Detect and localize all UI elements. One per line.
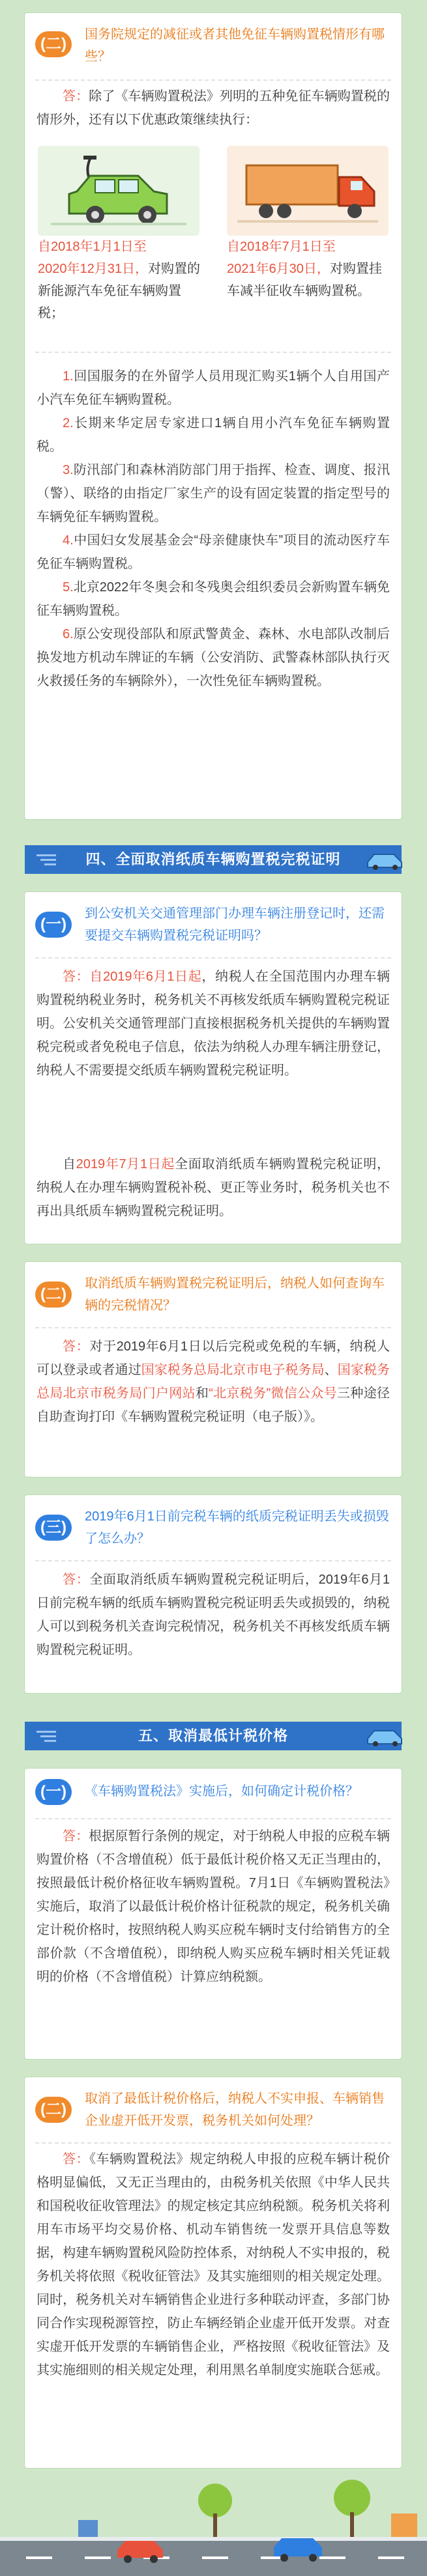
truck-period-c: 对购置挂车减半征收车辆购置税。 [227,262,382,298]
question-text: 国务院规定的减征或者其他免征车辆购置税情形有哪些？ [85,27,385,64]
divider [35,352,391,353]
answer-label: 答： [63,1573,90,1587]
answer-text: 根据原暂行条例的规定，对于纳税人申报的应税车辆购置价格（不含增值税）低于最低计税价格又无正当理由的，按照最低计税价格征收车辆购置税。7月1日《车辆购置税法》实施后，取消了以最低计税价格计征税款的规定，税务机关确定计税价格时，按照纳税人购买应税车辆时支付给销售方的全部价款（不含增值税），即纳税人购买应税车辆时相关凭证载明的价格（不含增值税）计算应纳税额。 [37,1829,390,1984]
question-text: 取消纸质车辆购置税完税证明后，纳税人如何查询车辆的完税情况？ [85,1276,385,1313]
list-item-number: 3. [63,463,74,477]
question-row [35,2088,392,2135]
answer-paragraph [37,1153,390,1223]
list-item-number: 5. [63,580,74,595]
question-row [35,903,392,949]
ev-period-c: 对购置的新能源汽车免征车辆购置税； [38,262,200,320]
list-item [37,623,390,693]
list-item-number: 2. [63,416,74,430]
list-item-number: 4. [63,533,74,548]
car-icon [365,1726,405,1746]
answer-paragraph [37,1335,390,1429]
answer-text: 全面取消纸质车辆购置税完税证明后，2019年6月1日前完税车辆的纸质车辆购置税完税证明丢失或损毁的，纳税人可以到税务机关查询完税情况，税务机关不再核发纸质车辆购置税完税证明。 [37,1573,390,1657]
answer-prefix: 自 [63,1157,76,1171]
list-item [37,412,390,458]
question-card [25,892,402,1244]
truck-illustration [227,146,389,236]
divider [35,1818,391,1819]
link-portal-site[interactable]: 国家税务总局北京市税务局门户网站 [37,1363,390,1401]
divider [35,957,391,959]
answer-text: 全面取消纸质车辆购置税完税证明，纳税人在办理车辆购置税补税、更正等业务时，税务机关也不再出具纸质车辆购置税完税证明。 [37,1157,390,1218]
question-card [25,2077,402,2468]
section-title: 五、取消最低计税价格 [138,1728,288,1744]
list-item-number: 6. [63,627,74,641]
answer-label: 答： [63,970,90,984]
answer-paragraph [37,2148,390,2382]
answer-paragraph [37,965,390,1082]
list-item [37,529,390,576]
link-e-tax-bureau[interactable]: 国家税务总局北京市电子税务局 [141,1363,325,1377]
question-text: 《车辆购置税法》实施后，如何确定计税价格？ [85,1784,359,1799]
answer-date: 2019年7月1日起 [76,1157,175,1171]
truck-policy-text [227,236,390,302]
section-header [25,1722,402,1750]
section-title: 四、全面取消纸质车辆购置税完税证明 [85,851,341,867]
exemption-list [37,365,390,693]
question-number-badge: (一) [35,1779,72,1805]
ev-period-b: 2020年12月31日， [38,262,148,276]
speed-lines-icon [37,853,56,866]
answer-text: ，纳税人在全国范围内办理车辆购置税纳税业务时，税务机关不再核发纸质车辆购置税完税证明。公安机关交通管理部门直接根据税务机关提供的车辆购置税完税或者免税电子信息，依法为纳税人办理车辆注册登记，纳税人不需要提交纸质车辆购置税完税证明。 [37,970,390,1078]
electric-car-icon [38,146,199,236]
question-card [25,1262,402,1477]
answer-label: 答： [63,89,89,104]
question-text: 取消了最低计税价格后，纳税人不实申报、车辆销售企业虚开低开发票，税务机关如何处理？ [85,2092,385,2128]
divider [35,1327,391,1328]
question-row [35,1505,392,1552]
list-item [37,576,390,623]
car-icon [365,849,405,870]
answer-paragraph [37,1568,390,1662]
question-text: 到公安机关交通管理部门办理车辆注册登记时，还需要提交车辆购置税完税证明吗？ [85,906,385,943]
question-number-badge: (二) [35,1281,72,1308]
question-row [35,1779,392,1813]
divider [35,1560,391,1561]
list-item-number: 1. [63,369,74,384]
question-card [25,1495,402,1693]
question-number-badge: (二) [35,31,72,57]
list-item-text: 回国服务的在外留学人员用现汇购买1辆个人自用国产小汽车免征车辆购置税。 [37,369,390,407]
exemption-card [25,13,402,819]
speed-lines-icon [37,1729,56,1743]
ev-period-a: 自2018年1月1日至 [38,240,147,254]
semi-truck-icon [227,146,389,236]
answer-label: 答： [63,1829,89,1843]
answer-text: 对于2019年6月1日以后完税或免税的车辆，纳税人可以登录或者通过 [37,1339,390,1377]
list-item-text: 原公安现役部队和原武警黄金、森林、水电部队改制后换发地方机动车牌证的车辆（公安消防、武警森林部队执行灭火救援任务的车辆除外），一次性免征车辆购置税。 [37,627,390,688]
ev-illustration [38,146,199,236]
answer-date: 自2019年6月1日起 [89,970,202,984]
list-item [37,365,390,412]
link-wechat-account[interactable]: “北京税务”微信公众号 [209,1386,338,1401]
answer-paragraph [37,1825,390,1989]
question-number-badge: (一) [35,912,72,938]
question-number-badge: (二) [35,2097,72,2123]
answer-intro-text: 除了《车辆购置税法》列明的五种免征车辆购置税的情形外，还有以下优惠政策继续执行： [37,89,390,127]
question-row [35,1272,392,1319]
ev-policy-text [38,236,201,324]
answer-label: 答： [63,1339,90,1354]
answer-text: 、 [324,1363,338,1377]
answer-label: 答： [63,2152,89,2166]
divider [35,79,391,81]
question-card [25,1769,402,2059]
truck-period-a: 自2018年7月1日至 [227,240,336,254]
divider [35,2142,391,2144]
answer-text: 《车辆购置税法》规定纳税人申报的应税车辆计税价格明显偏低，又无正当理由的，由税务机关依照《中华人民共和国税收征收管理法》的规定核定其应纳税额。税务机关将利用车市场平均交易价格、机动车销售统一发票开具信息等数据，构建车辆购置税风险防控体系，对纳税人不实申报的，税务机关将依照《税收征管法》及其实施细则的相关规定处理。同时，税务机关对车辆销售企业进行多种联动评查，多部门协同合作实现税源管控，防止车辆经销企业虚开低开发票。对查实虚开低开发票的车辆销售企业，严格按照《税收征管法》及其实施细则的相关规定处理，利用黑名单制度实施联合惩戒。 [37,2152,390,2377]
list-item-text: 长期来华定居专家进口1辆自用小汽车免征车辆购置税。 [37,416,390,454]
question-number-badge: (三) [35,1515,72,1541]
question-row [35,23,392,70]
answer-text: 和 [195,1386,209,1401]
question-text: 2019年6月1日前完税车辆的纸质完税证明丢失或损毁了怎么办？ [85,1509,389,1546]
list-item [37,458,390,529]
list-item-text: 防汛部门和森林消防部门用于指挥、检查、调度、报汛（警）、联络的由指定厂家生产的设有固定装置的指定型号的车辆免征车辆购置税。 [37,463,390,524]
truck-period-b: 2021年6月30日， [227,262,330,276]
street-scene-illustration [0,2474,427,2576]
list-item-text: 中国妇女发展基金会“母亲健康快车”项目的流动医疗车免征车辆购置税。 [37,533,390,571]
answer-text: 三种途径自助查询打印《车辆购置税完税证明（电子版）》。 [37,1386,390,1424]
answer-intro [37,85,390,132]
list-item-text: 北京2022年冬奥会和冬残奥会组织委员会新购置车辆免征车辆购置税。 [37,580,390,618]
section-header [25,845,402,874]
